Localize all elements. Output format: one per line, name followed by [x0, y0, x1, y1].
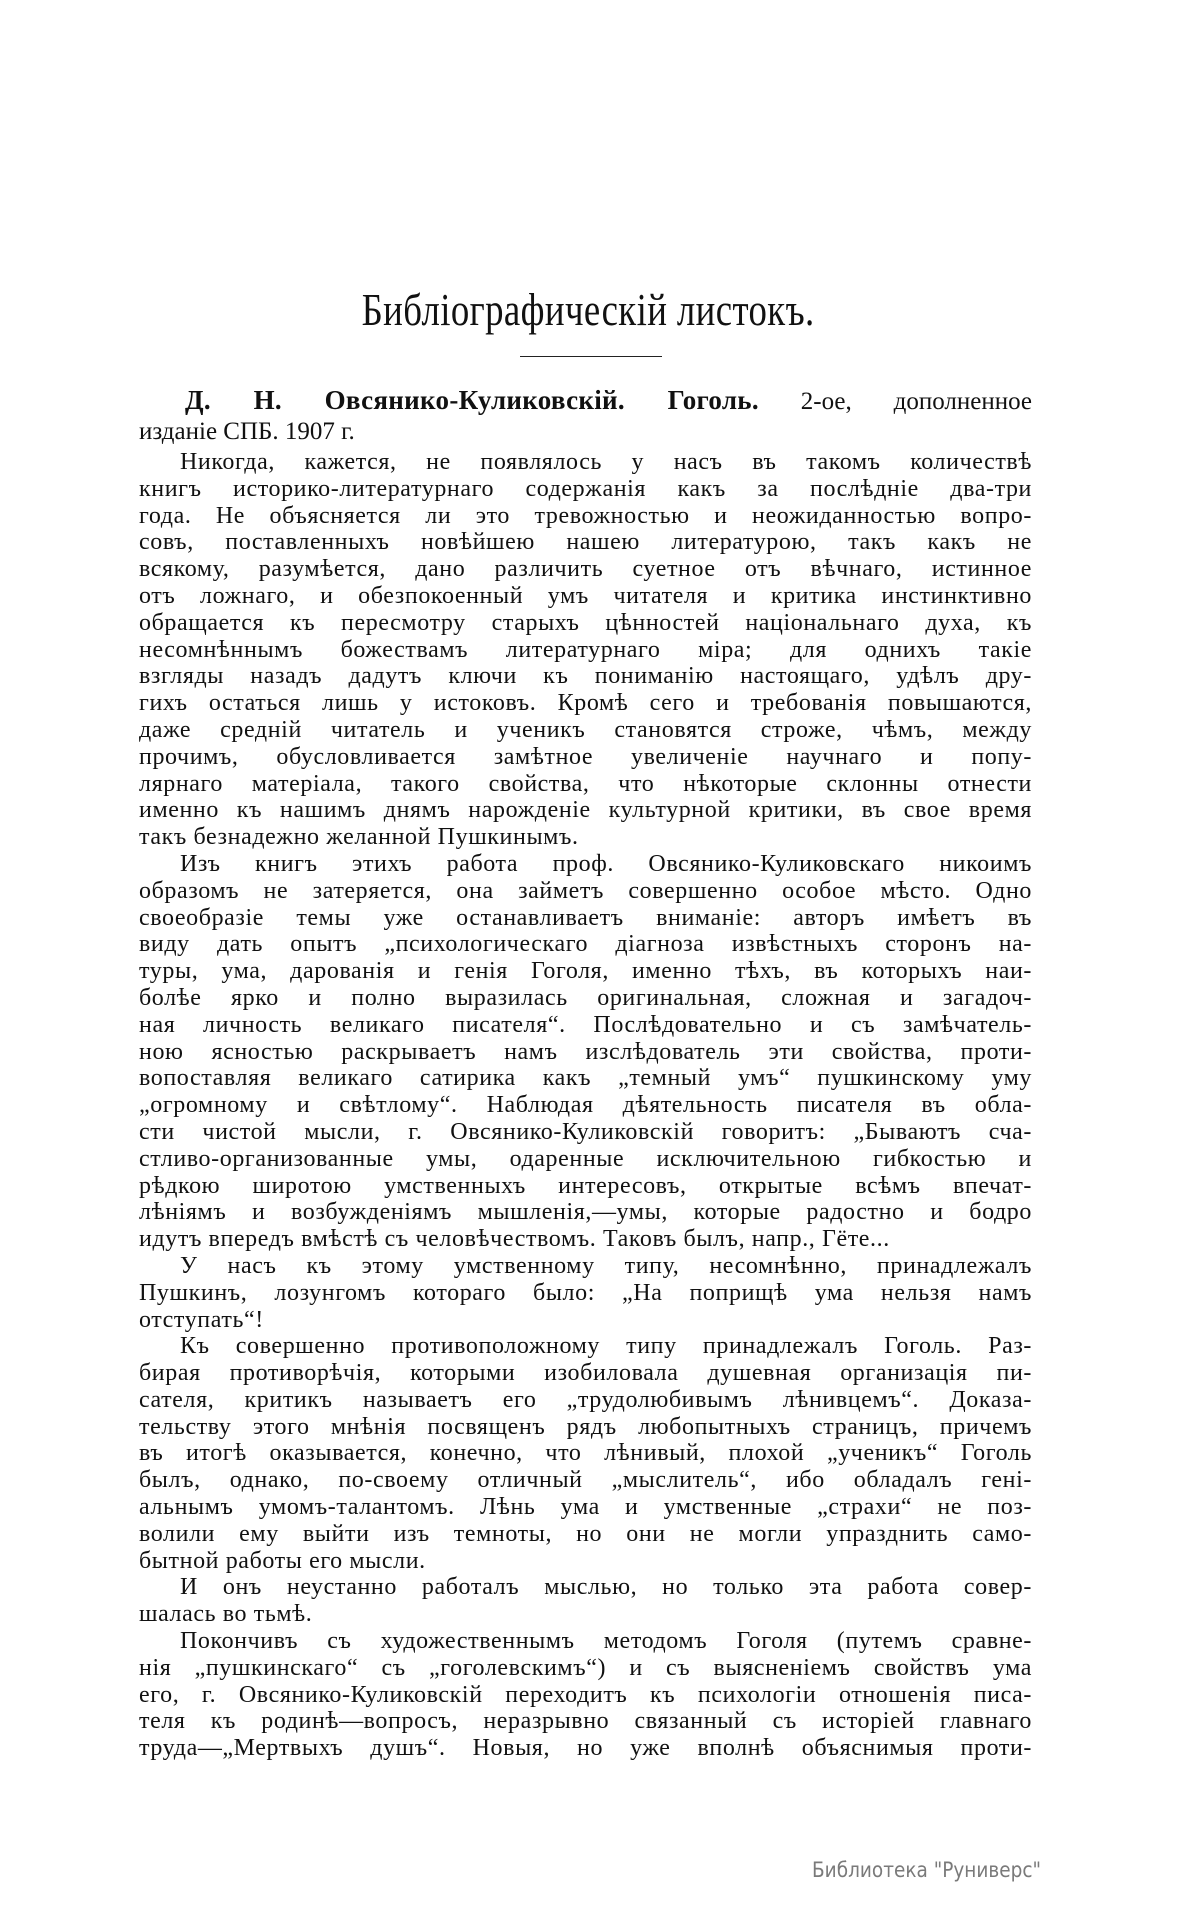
text-line: сти чистой мысли, г. Овсянико-Куликовскій говоритъ: „Бываютъ сча- — [139, 1118, 1032, 1145]
text-line: труда—„Мертвыхъ душъ“. Новыя, но уже вполнѣ объяснимыя проти- — [139, 1735, 1032, 1762]
text-line: года. Не объясняется ли это тревожностью и неожиданностью вопро- — [139, 502, 1032, 529]
book-edition-part-1: 2-ое, дополненное — [800, 388, 1033, 415]
text-line: тельству этого мнѣнія посвященъ рядъ любопытныхъ страницъ, причемъ — [139, 1413, 1032, 1440]
text-line: бытной работы его мысли. — [139, 1547, 426, 1574]
text-line: ная личность великаго писателя“. Послѣдовательно и съ замѣчатель- — [139, 1011, 1032, 1038]
book-edition-part-2: изданіе СПБ. 1907 г. — [139, 418, 355, 445]
text-line: виду дать опытъ „психологическаго діагноза извѣстныхъ сторонъ на- — [139, 931, 1032, 958]
paragraph — [139, 851, 1032, 1253]
text-line: вопоставляя великаго сатирика какъ „темный умъ“ пушкинскому уму — [139, 1065, 1032, 1092]
text-line: теля къ родинѣ—вопросъ, неразрывно связанный съ исторіей главнаго — [139, 1708, 1032, 1735]
review-body — [139, 449, 1032, 1762]
text-line: стливо-организованные умы, одаренные исключительною гибкостью и — [139, 1145, 1032, 1172]
text-line: туры, ума, дарованія и генія Гоголя, именно тѣхъ, въ которыхъ наи- — [139, 958, 1032, 985]
text-line: совъ, поставленныхъ новѣйшею нашею литературою, такъ какъ не — [139, 529, 1032, 556]
paragraph — [139, 1628, 1032, 1762]
text-line: образомъ не затеряется, она займетъ совершенно особое мѣсто. Одно — [139, 877, 1032, 904]
text-line: идутъ впередъ вмѣстѣ съ человѣчествомъ. Таковъ былъ, напр., Гёте... — [139, 1226, 890, 1253]
text-line: И онъ неустанно работалъ мыслью, но только эта работа совер- — [180, 1574, 1032, 1601]
text-line: его, г. Овсянико-Куликовскій переходитъ къ психологіи отношенія писа- — [139, 1681, 1032, 1708]
book-author-title: Д. Н. Овсянико-Куликовскій. Гоголь. — [185, 385, 759, 415]
text-line: всякому, разумѣется, дано различить суетное отъ вѣчнаго, истинное — [139, 556, 1032, 583]
review-heading-line-1 — [139, 385, 1032, 417]
text-line: отъ ложнаго, и обезпокоенный умъ читателя и критика инстинктивно — [139, 582, 1032, 609]
title-divider — [520, 356, 662, 357]
text-line: волили ему выйти изъ темноты, но они не могли упразднить само- — [139, 1520, 1032, 1547]
text-line: даже средній читатель и ученикъ становятся строже, чѣмъ, между — [139, 716, 1032, 743]
text-line: нія „пушкинскаго“ съ „гоголевскимъ“) и съ выясненіемъ свойствъ ума — [139, 1654, 1032, 1681]
text-line: несомнѣннымъ божествамъ литературнаго міра; для однихъ такіе — [139, 636, 1032, 663]
text-line: Пушкинъ, лозунгомъ котораго было: „На поприщѣ ума нельзя намъ — [139, 1279, 1032, 1306]
text-line: Никогда, кажется, не появлялось у насъ въ такомъ количествѣ — [180, 449, 1032, 475]
text-line: такъ безнадежно желанной Пушкинымъ. — [139, 824, 579, 851]
paragraph — [139, 449, 1032, 851]
text-line: рѣдкою широтою умственныхъ интересовъ, открытые всѣмъ впечат- — [139, 1172, 1032, 1199]
text-line: Покончивъ съ художественнымъ методомъ Гоголя (путемъ сравне- — [180, 1628, 1032, 1655]
text-line: болѣе ярко и полно выразилась оригинальная, сложная и загадоч- — [139, 984, 1032, 1011]
text-line: ною ясностью раскрываетъ намъ изслѣдователь эти свойства, проти- — [139, 1038, 1032, 1065]
text-line: книгъ историко-литературнаго содержанія какъ за послѣдніе два-три — [139, 475, 1032, 502]
text-line: бирая противорѣчія, которыми изобиловала душевная организація пи- — [139, 1360, 1032, 1387]
text-line: гихъ остаться лишь у истоковъ. Кромѣ сего и требованія повышаются, — [139, 690, 1032, 717]
text-line: „огромному и свѣтлому“. Наблюдая дѣятельность писателя въ обла- — [139, 1092, 1032, 1119]
text-line: лярнаго матеріала, такого свойства, что нѣкоторые склонны отнести — [139, 770, 1032, 797]
text-line: Къ совершенно противоположному типу принадлежалъ Гоголь. Раз- — [180, 1333, 1032, 1360]
text-line: шалась во тьмѣ. — [139, 1601, 313, 1628]
text-line: былъ, однако, по-своему отличный „мыслитель“, ибо обладалъ гені- — [139, 1467, 1032, 1494]
text-line: своеобразіе темы уже останавливаетъ вниманіе: авторъ имѣетъ въ — [139, 904, 1032, 931]
text-line: въ итогѣ оказывается, конечно, что лѣнивый, плохой „ученикъ“ Гоголь — [139, 1440, 1032, 1467]
text-line: взгляды назадъ дадутъ ключи къ пониманію настоящаго, удѣлъ дру- — [139, 663, 1032, 690]
paragraph — [139, 1253, 1032, 1333]
text-line: сателя, критикъ называетъ его „трудолюбивымъ лѣнивцемъ“. Доказа- — [139, 1386, 1032, 1413]
section-title — [0, 282, 1176, 338]
text-line: альнымъ умомъ-талантомъ. Лѣнь ума и умственные „страхи“ не поз- — [139, 1494, 1032, 1521]
library-watermark: Библиотека "Руниверс" — [812, 1858, 1042, 1882]
text-line: лѣніямъ и возбужденіямъ мышленія,—умы, которые радостно и бодро — [139, 1199, 1032, 1226]
section-title-text: Библіографическій листокъ. — [361, 284, 815, 335]
text-line: отступать“! — [139, 1306, 264, 1333]
text-line: обращается къ пересмотру старыхъ цѣнностей національнаго духа, къ — [139, 609, 1032, 636]
paragraph — [139, 1574, 1032, 1628]
text-line: У насъ къ этому умственному типу, несомнѣнно, принадлежалъ — [180, 1252, 1032, 1279]
paragraph — [139, 1333, 1032, 1574]
text-line: прочимъ, обусловливается замѣтное увеличеніе научнаго и попу- — [139, 743, 1032, 770]
text-line: Изъ книгъ этихъ работа проф. Овсянико-Куликовскаго никоимъ — [180, 850, 1032, 877]
review-heading — [139, 385, 1032, 447]
text-line: именно къ нашимъ днямъ нарожденіе культурной критики, въ свое время — [139, 797, 1032, 824]
